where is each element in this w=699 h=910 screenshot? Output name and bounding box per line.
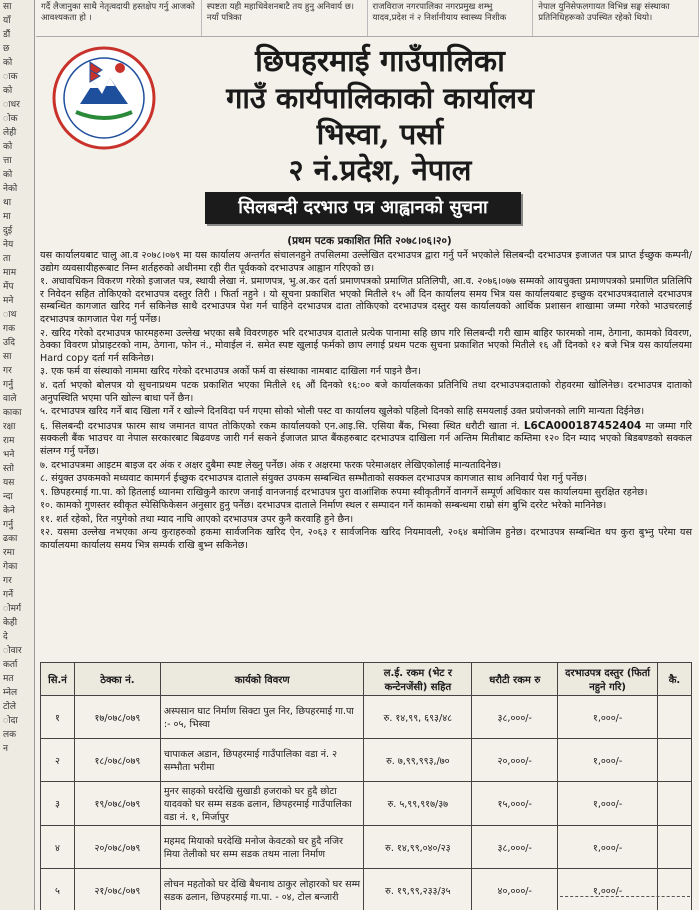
top-strip-text: नेपाल युनिसेफलगायत विभिन्न सङ्घ संस्थाका प्रतिनिधिहरूको उपस्थित रहेको थियो। (533, 0, 699, 36)
left-column-fragment: को (3, 170, 13, 180)
left-column-fragment: गर (3, 366, 12, 376)
cell-contract-no: १७/०७८/०७९ (74, 696, 160, 739)
intro-paragraph: यस कार्यालयबाट चालु आ.व २०७८।०७९ मा यस कार्यालय अन्तर्गत संचालनहुने तपसिलमा उल्लेखित दरभाउपत्र द्वारा गर्नु पर्ने भएकोले सिलबन्दी दरभाउपत्र इजाजत पत्र प्राप्त ईच्छुक कम्पनी/उद्योग व्यवसायीहरूबाट निम्न शर्तहरुको अधीनमा रही रीत पूर्वकको दरभाउपत्र आह्वान गरिएको छ। (40, 250, 692, 274)
top-clipped-strip (36, 0, 699, 37)
condition-6-cont: मा जम्मा गरि सक्कली बैंक भाउचर वा नेपाल सरकारबाट बिढवण्ड जारी गर्न सकने ईजाजत प्राप्त बैंकहरुबाट दरभाउपत्र दाखिला गर्न अन्तिम मितीबाट कम्तिमा १२० दिन म्याद भएको बिडबण्डको सक्कल संलग्न गर्नु पर्नेछ। (40, 420, 692, 457)
left-column-fragment: ोवार (3, 646, 22, 656)
left-column-fragment: भने (3, 450, 15, 460)
condition-7: ७. दरभाउपत्रमा आइटम बाइज दर अंक र अक्षर दुबैमा स्पष्ट लेख्नु पर्नेछ। अंक र अक्षरमा फरक परेमाअक्षर लेखिएकोलाई मान्यतादिनेछ। (40, 459, 502, 471)
condition-3: ३. एक फर्म वा संस्थाको नाममा खरिद गरेको दरभाउपत्र अर्को फर्म वा संस्थाका नामबाट दाखिला गर्न पाइने छैन। (40, 366, 421, 378)
table-row (41, 826, 692, 869)
top-strip-text: गर्दै लैजानुका साथै नेतृत्वदायी हस्तक्षेप गर्नु आजको आवश्यकता हो । (36, 0, 202, 36)
left-column-fragment: लेही (3, 128, 17, 138)
left-column-fragment: ाक (3, 72, 18, 82)
cell-fee: १,०००/- (558, 826, 658, 869)
left-column-fragment: मने (3, 296, 14, 306)
cell-description: चापाकल अडान, छिपहरमाई गाउँपालिका वडा नं. २ सम्भौता भरीमा (160, 739, 364, 782)
left-column-fragment: लक (3, 730, 17, 740)
cell-description: महमद मियाको घरदेखि मनोज केवटको घर हुदै नजिर मिया तेलीको घर सम्म सडक तथम नाला निर्माण (160, 826, 364, 869)
notice-title-banner: सिलबन्दी दरभाउ पत्र आह्वानको सुचना (205, 192, 521, 224)
left-column-fragment: यस (3, 478, 15, 488)
col-header-remarks: कै. (658, 663, 692, 696)
cell-contract-no: २१/०७८/०७९ (74, 869, 160, 910)
top-strip-text: स्पष्टता यही महाधिवेशनबाटै तय हुनु अनिवार्य छ। नयाँ पत्रिका (202, 0, 368, 36)
left-column-fragment: वाले (3, 394, 17, 404)
left-column-fragment: स्तो (3, 464, 14, 474)
cell-deposit: ३८,०००/- (472, 826, 558, 869)
left-column-fragment: गेका (3, 562, 18, 572)
col-header-description: कार्यको विवरण (160, 663, 364, 696)
left-column-fragment: म्नेल (3, 688, 18, 698)
left-column-fragment: काका (3, 408, 22, 418)
account-number: L6CA000187452404 (523, 419, 642, 432)
province-country: २ नं.प्रदेश, नेपाल (288, 153, 472, 187)
cell-contract-no: १८/०७८/०७९ (74, 739, 160, 782)
cell-estimate: रु. ५,९९,९१७/३७ (364, 782, 472, 826)
condition-11: ११. शर्त रहेको, रित नपुगेको तथा म्याद नाघि आएको दरभाउपत्र उपर कुनै करवाहि हुने छैन। (40, 513, 354, 525)
cell-fee: १,०००/- (558, 739, 658, 782)
cell-deposit: २०,०००/- (472, 739, 558, 782)
office-name: गाउँ कार्यपालिकाको कार्यालय (226, 81, 534, 115)
office-location: भिस्वा, पर्सा (316, 117, 444, 151)
notice-header (40, 38, 699, 188)
condition-10: १०. कामको गुणस्तर स्वीकृत स्पेसिफिकेसन अनुसार हुनु पर्नेछ। दरभाउपत्र दाताले निर्माण स्थल र सम्पादन गर्ने कामको सम्बन्धमा राम्रो संग बुभि दररेट भरेको मानिनेछ। (40, 500, 607, 512)
left-column-fragment: ढका (3, 534, 18, 544)
cell-deposit: ३८,०००/- (472, 696, 558, 739)
page-edge-mark (560, 896, 690, 907)
left-column-fragment: को (3, 142, 13, 152)
left-column-fragment: राम (3, 436, 15, 446)
condition-6-text: ६. सिलबन्दी दरभाउपत्र फारम साथ जमानत वापत तोकिएको रकम कार्यालयको एन.आइ.सि. एसिया बैंक, भिस्वा स्थित धरौटी खाता नं. (40, 420, 520, 432)
cell-fee: १,०००/- (558, 696, 658, 739)
left-column-fragment: गक (3, 324, 15, 334)
condition-9: ९. छिपहरमाई गा.पा. को हितलाई ध्यानमा राखिकुनै कारण जनाई वानजनाई दरभाउपत्र पुरा वाआंशिक रुपमा स्वीकृतीगर्ने वानगर्ने सम्पूर्ण अधिकार यस कार्यालयमा सुरक्षित रहनेछ। (40, 486, 648, 498)
notice-body (40, 250, 692, 554)
cell-sn: २ (41, 739, 75, 782)
cell-remarks (658, 782, 692, 826)
condition-12: १२. यसमा उल्लेख नभएका अन्य कुराहरुको हकमा सार्वजनिक खरिद ऐन, २०६३ र सार्वजनिक खरिद नियमावली, २०६४ बमोजिम हुनेछ। दरभाउपत्र सम्बन्धित थप कुरा बुभ्नु परेमा यस कार्यालयमा कार्यालय समय भित्र सम्पर्क राखि बुभ्न सकिनेछ। (40, 527, 692, 552)
cell-estimate: रु. १४,९९,०४०/२३ (364, 826, 472, 869)
cell-remarks (658, 739, 692, 782)
left-column-fragment: ता (3, 254, 11, 264)
municipality-name: छिपहरमाई गाउँपालिका (255, 44, 505, 79)
cell-deposit: १५,०००/- (472, 782, 558, 826)
condition-8: ८. संयुक्त उपकमको मध्यवाट कामगर्न ईच्छुक दरभाउपत्र दाताले संयुक्त उपकम सम्बन्धित सम्भौताको सक्कल दरभाउपत्र कागजात साथ अनिवार्य पेश गर्नु पर्नेछ। (40, 473, 587, 485)
left-column-fragment: कर्ता (3, 660, 18, 670)
left-column-fragment: न्दा (3, 492, 13, 502)
top-strip-text: राजविराज नगरपालिका नगरप्रमुख शम्भु यादव,प्रदेश नं २ निर्शानीयाय स्वास्थ्य निशीक (368, 0, 534, 36)
left-column-fragment: गर (3, 576, 12, 586)
cell-sn: ५ (41, 869, 75, 910)
cell-remarks (658, 696, 692, 739)
cell-sn: ३ (41, 782, 75, 826)
left-column-fragment: माम (3, 268, 17, 278)
left-column-fragment: याँ (3, 16, 11, 26)
cell-fee: १,०००/- (558, 869, 658, 910)
left-column-fragment: उदि (3, 338, 16, 348)
cell-remarks (658, 826, 692, 869)
cell-deposit: ४०,०००/- (472, 869, 558, 910)
publication-date: (प्रथम पटक प्रकाशित मिति २०७८।०६।२०) (287, 235, 452, 247)
tender-table (40, 662, 692, 910)
col-header-estimate: ल.ई. रकम (भेट र कन्टेनजेंसी) सहित (364, 663, 472, 696)
left-column-fragment: गर्नु (3, 520, 14, 530)
table-row (41, 782, 692, 826)
left-column-fragment: केने (3, 506, 15, 516)
col-header-deposit: धरौटी रकम रु (472, 663, 558, 696)
col-header-fee: दरभाउपत्र दस्तुर (फिर्ता नहुने गरि) (558, 663, 658, 696)
left-column-fragment: मेंप (3, 282, 14, 292)
municipality-emblem-icon (50, 42, 158, 152)
left-column-fragment: गर्ने (3, 590, 14, 600)
left-column-fragment: नेय (3, 240, 14, 250)
left-column-fragment: केही (3, 618, 18, 628)
table-row (41, 696, 692, 739)
table-row (41, 739, 692, 782)
cell-contract-no: १९/०७८/०७९ (74, 782, 160, 826)
cell-description: लोचन महतोको घर देखि बैधनाथ ठाकुर लोहारको घर सम्म सडक ढलान, छिपहरमाई गा.पा. - ०४, टोल बन्जारी (160, 869, 364, 910)
left-column-fragment: टोले (3, 702, 16, 712)
left-clipped-column (0, 0, 35, 910)
left-column-fragment: था (3, 198, 12, 208)
cell-estimate: रु. १९,९९,२३३/३५ (364, 869, 472, 910)
left-column-fragment: छ (3, 44, 10, 54)
col-header-sn: सि.नं (41, 663, 75, 696)
cell-fee: १,०००/- (558, 782, 658, 826)
left-column-fragment: त्ता (3, 156, 12, 166)
cell-sn: १ (41, 696, 75, 739)
table-header-row (41, 663, 692, 696)
left-column-fragment: मा (3, 212, 11, 222)
left-column-fragment: दे (3, 632, 8, 642)
left-column-fragment: रक्षा (3, 422, 16, 432)
left-column-fragment: सा (3, 2, 12, 12)
left-column-fragment: गर्नु (3, 380, 14, 390)
col-header-contract-no: ठेक्का नं. (74, 663, 160, 696)
left-column-fragment: ोक (3, 114, 18, 124)
cell-sn: ४ (41, 826, 75, 869)
left-column-fragment: मत (3, 674, 14, 684)
left-column-fragment: न (3, 744, 8, 754)
condition-4: ४. दर्ता भएको बोलपत्र यो सुचनाप्रथम पटक प्रकाशित भएका मितीले १६ औं दिनको १६:०० बजे कार्यालकका प्रतिनिधि तथा दरभाउपत्रदाताको रोहवरमा खोलिनेछ। दरभाउपत्र दाताको अनुपस्थिति भएमा पनि खोल्न बाधा पर्ने छैन। (40, 379, 692, 404)
left-column-fragment: ोमर्ग (3, 604, 22, 614)
left-column-fragment: ाथ (3, 310, 17, 320)
cell-estimate: रु. ७,९९,९९३,/७० (364, 739, 472, 782)
cell-estimate: रु. १४,९९, ६९३/४८ (364, 696, 472, 739)
cell-description: अस्पसान घाट निर्माण सिक्टा पुल निर, छिपहरमाई गा.पा :- ०५, भिस्वा (160, 696, 364, 739)
cell-description: मुनर साहको घरदेखि सुखाडी हजराको घर हुदै छोटा यादवको घर सम्म सडक ढलान, छिपहरमाई गाउँपालिका वडा नं. १, मिर्जापुर (160, 782, 364, 826)
left-column-fragment: को (3, 86, 13, 96)
left-column-fragment: को (3, 58, 13, 68)
left-column-fragment: ाधर (3, 100, 20, 110)
condition-6 (40, 420, 692, 459)
cell-contract-no: २०/०७८/०७९ (74, 826, 160, 869)
left-column-fragment: नेको (3, 184, 18, 194)
condition-2: २. खरिद गरेको दरभाउपत्र फारमहरुमा उल्लेख भएका सबै विवरणहरु भरि दरभाउपत्र दाताले प्रत्येक पानामा सहि छाप गरि सिलबन्दी गरी खाम बाहिर फारमको नाम, ठेगाना, कामको विवरण, ठेक्का विवरण प्रोप्राइटरको नाम, ठेगाना, फोन नं., मोवाईल नं. समेत स्पष्ट खुलाई फर्मको छाप लगाई प्रथम पटक सुचना प्रकाशित भएको मितीले १६ औं दिनको १२ बजे भित्र यस कार्यालयमा Hard copy दर्ता गर्न सकिनेछ। (40, 327, 692, 364)
condition-1: १. अधावधिकन विकरण गरेको इजाजत पत्र, स्थायी लेखा नं. प्रमाणपत्र, भु.अ.कर दर्ता प्रमाणपत्रको प्रमाणित प्रतिलिपी, आ.व. २०७६।०७७ सम्मको आयचुक्ता प्रमाणपत्रको प्रमाणित प्रतिलिपि र निवेदन सहित तोकिएको दरभाउपत्र दस्तुर तिरी । फिर्ता नहुने । यो सूचना प्रकाशित भएको मितीले १५ औं दिन कार्यालय समय भित्र यस कार्यालयबाट इच्छुक दरभाउपत्रदाताले दरभाउपत्र सम्बन्धित कागजात खरिद गर्न सकिनेछ साथै दरभाउपत्र पेश गर्न चाहिने दरभाउपत्र दाता तोकिएको दरभाउपत्र दस्तुर यस कार्यालयको आर्थिक प्रशासन शाखामा जम्मा गरेको भाउचरलाई दरभाउपत्र कागजात पेश गर्नु पर्नेछ। (40, 276, 692, 325)
condition-5: ५. दरभाउपत्र खरिद गर्ने बाद खिला गर्ने र खोल्ने दिनविदा पर्न गएमा सोको भोली पस्ट वा कार्यालय खुलेको पहिलो दिनको साहि समयलाई उक्त प्रयोजनको लागि मान्यता दिईनेछ। (40, 406, 645, 418)
left-column-fragment: डौं (3, 30, 11, 40)
left-column-fragment: ोदा (3, 716, 18, 726)
left-column-fragment: सा (3, 352, 12, 362)
left-column-fragment: रमा (3, 548, 15, 558)
left-column-fragment: दुई (3, 226, 13, 236)
